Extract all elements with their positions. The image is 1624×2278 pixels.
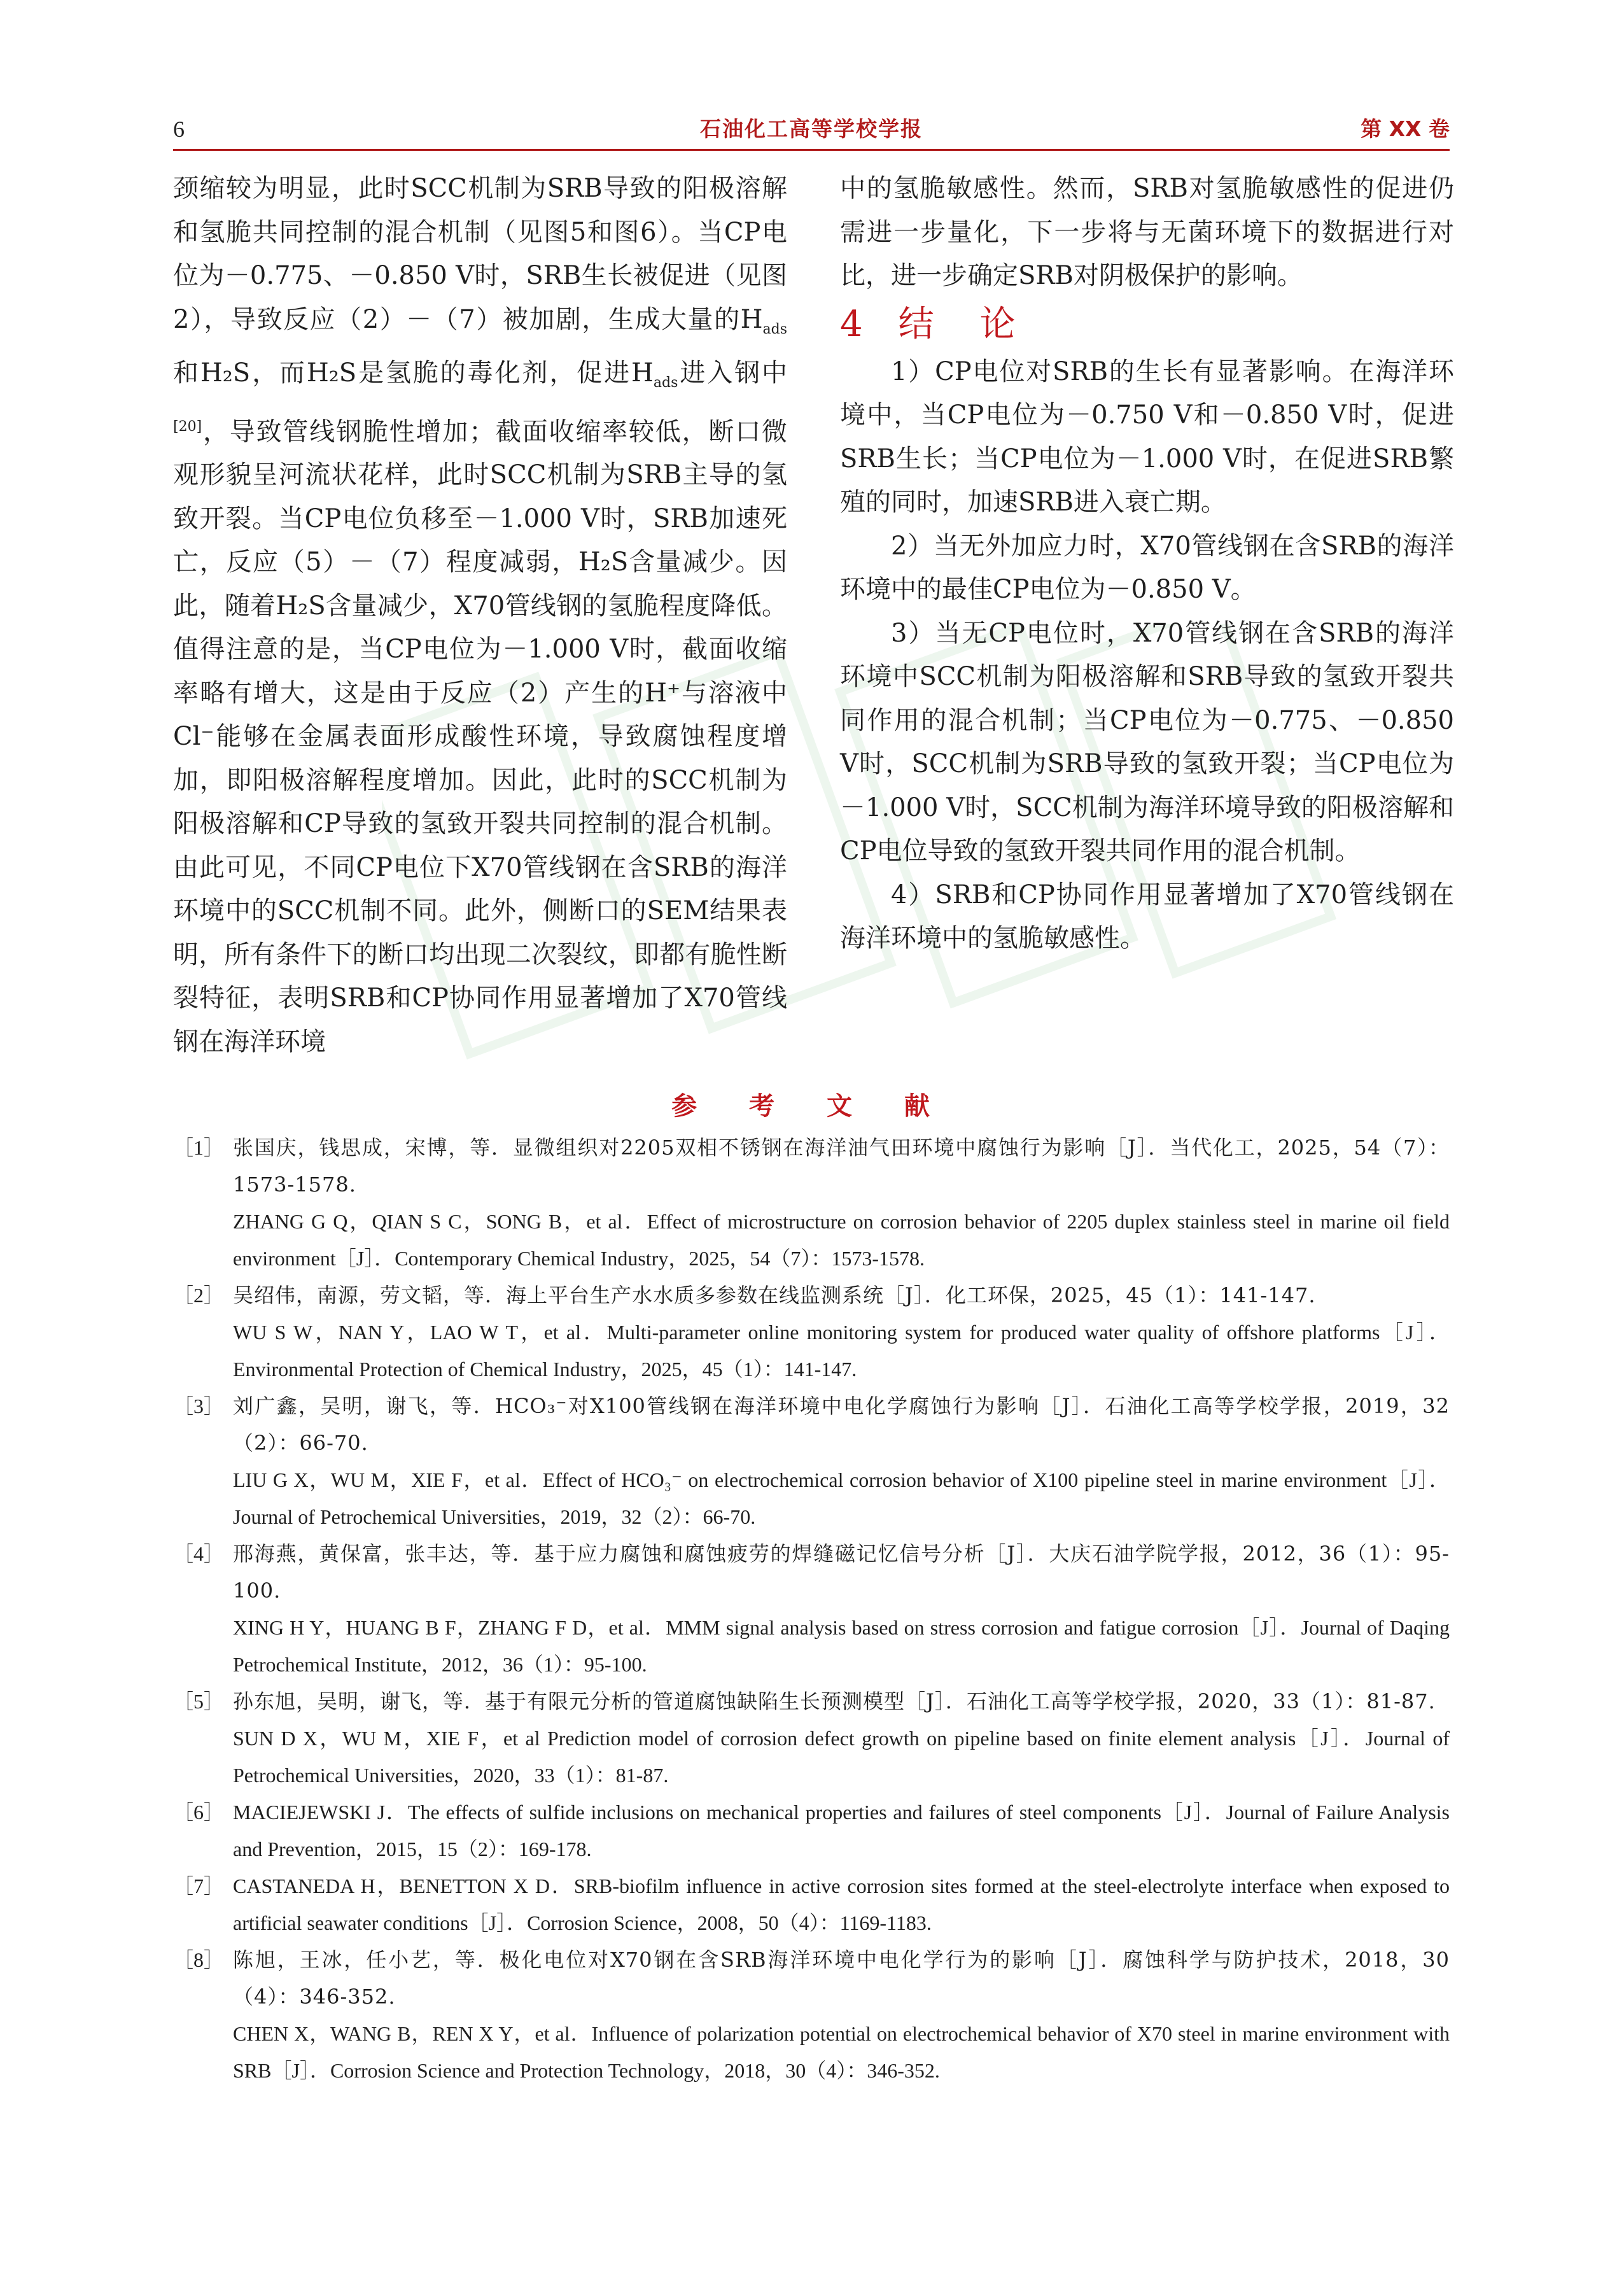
reference-index: ［2］ — [173, 1284, 225, 1307]
reference-item — [173, 1941, 1450, 2089]
reference-item — [173, 1535, 1450, 1683]
text-run: 和H₂S，而H₂S是氢脆的毒化剂，促进H — [173, 358, 654, 388]
conclusion-item: 2）当无外加应力时，X70管线钢在含SRB的海洋环境中的最佳CP电位为－0.850 V。 — [840, 531, 1454, 604]
reference-list — [173, 1129, 1450, 2089]
journal-title: 石油化工高等学校学报 — [700, 116, 923, 141]
references-heading: 参 考 文 献 — [671, 1092, 951, 1121]
text-run: ，导致管线钢脆性增加；截面收缩率较低，断口微观形貌呈河流状花样，此时SCC机制为SRB主导的氢致开裂。当CP电位负移至－1.000 V时，SRB加速死亡，反应（5）－（7）程度减弱，H₂S含量减少。因此，随着H₂S含量减少，X70管线钢的氢脆程度降低。值得注意的是，当CP电位为－1.000 V时，截面收缩率略有增大，这是由于反应（2）产生的H⁺与溶液中Cl⁻能够在金属表面形成酸性环境，导致腐蚀程度增加，即阳极溶解程度增加。因此，此时的SCC机制为阳极溶解和CP导致的氢致开裂共同控制的混合机制。由此可见，不同CP电位下X70管线钢在含SRB的海洋环境中的SCC机制不同。此外，侧断口的SEM结果表明，所有条件下的断口均出现二次裂纹，即都有脆性断裂特征，表明SRB和CP协同作用显著增加了X70管线钢在海洋环境 — [173, 416, 787, 1057]
text-run: 进入钢中 — [678, 358, 787, 388]
conclusion-item: 4）SRB和CP协同作用显著增加了X70管线钢在海洋环境中的氢脆敏感性。 — [840, 880, 1454, 953]
conclusion-item: 1）CP电位对SRB的生长有显著影响。在海洋环境中，当CP电位为－0.750 V和－0.850 V时，促进SRB生长；当CP电位为－1.000 V时，在促进SRB繁殖的同时，加速SRB进入衰亡期。 — [840, 356, 1454, 517]
reference-item — [173, 1867, 1450, 1941]
reference-index: ［5］ — [173, 1690, 225, 1713]
reference-english: XING H Y，HUANG B F，ZHANG F D，et al．MMM signal analysis based on stress corrosion and fatigue corrosion［J］．Journal of Daqing Petrochemical Institute，2012，36（1）：95-100. — [233, 1616, 1450, 1676]
reference-index: ［7］ — [173, 1874, 225, 1897]
page-number: 6 — [173, 116, 185, 142]
conclusion-item: 3）当无CP电位时，X70管线钢在含SRB的海洋环境中SCC机制为阳极溶解和SRB导致的氢致开裂共同作用的混合机制；当CP电位为－0.775、－0.850 V时，SCC机制为SRB导致的氢致开裂；当CP电位为－1.000 V时，SCC机制为海洋环境导致的阳极溶解和CP电位导致的氢致开裂共同作用的混合机制。 — [840, 618, 1454, 866]
reference-chinese: 孙东旭，吴明，谢飞，等．基于有限元分析的管道腐蚀缺陷生长预测模型［J］．石油化工高等学校学报，2020，33（1）：81-87. — [233, 1689, 1436, 1713]
reference-item — [173, 1683, 1450, 1794]
left-column — [173, 167, 787, 1064]
reference-english: SUN D X，WU M，XIE F，et al Prediction model of corrosion defect growth on pipeline based on finite element analysis［J］．Journal of Petrochemical Universities，2020，33（1）：81-87. — [233, 1727, 1450, 1787]
reference-item — [173, 1388, 1450, 1535]
reference-index: ［8］ — [173, 1948, 225, 1971]
reference-english: CHEN X，WANG B，REN X Y，et al．Influence of polarization potential on electrochemical behavior of X70 steel in marine environment with SRB［J］．Corrosion Science and Protection Technology，2018，30（4）：346-352. — [233, 2022, 1450, 2082]
reference-index: ［1］ — [173, 1136, 225, 1159]
reference-index: ［6］ — [173, 1801, 225, 1824]
section-heading — [840, 299, 1454, 350]
section-title: 结 论 — [898, 303, 1021, 345]
header-rule — [173, 149, 1450, 151]
reference-english: CASTANEDA H，BENETTON X D．SRB-biofilm influence in active corrosion sites formed at the steel-electrolyte interface when exposed to artificial seawater conditions［J］．Corrosion Science，2008，50（4）：1169-1183. — [233, 1874, 1450, 1934]
volume-label: 第 XX 卷 — [1361, 116, 1450, 141]
reference-item — [173, 1129, 1450, 1277]
reference-chinese: 吴绍伟，南源，劳文韬，等．海上平台生产水水质多参数在线监测系统［J］．化工环保，2025，45（1）：141-147. — [233, 1283, 1316, 1307]
subscript: ads — [762, 321, 787, 337]
text-run: 颈缩较为明显，此时SCC机制为SRB导致的阳极溶解和氢脆共同控制的混合机制（见图5和图6）。当CP电位为－0.775、－0.850 V时，SRB生长被促进（见图2），导致反应（2）－（7）被加剧，生成大量的H — [173, 174, 787, 334]
reference-item — [173, 1277, 1450, 1388]
citation: [20] — [173, 418, 202, 435]
reference-chinese: 张国庆，钱思成，宋博，等．显微组织对2205双相不锈钢在海洋油气田环境中腐蚀行为影响［J］．当代化工，2025，54（7）：1573-1578. — [233, 1135, 1450, 1197]
reference-index: ［3］ — [173, 1395, 225, 1417]
body-paragraph: 中的氢脆敏感性。然而，SRB对氢脆敏感性的促进仍需进一步量化，下一步将与无菌环境下的数据进行对比，进一步确定SRB对阴极保护的影响。 — [840, 174, 1454, 290]
reference-chinese: 刘广鑫，吴明，谢飞，等．HCO₃⁻对X100管线钢在海洋环境中电化学腐蚀行为影响［J］．石油化工高等学校学报，2019，32（2）：66-70. — [233, 1394, 1450, 1455]
reference-english: ZHANG G Q，QIAN S C，SONG B，et al．Effect of microstructure on corrosion behavior of 2205 duplex stainless steel in marine oil field environment［J］．Contemporary Chemical Industry，2025，54（7）：1573-1578. — [233, 1210, 1450, 1270]
body-paragraph — [173, 167, 787, 1064]
reference-english: MACIEJEWSKI J．The effects of sulfide inclusions on mechanical properties and failures of steel components［J］．Journal of Failure Analysis and Prevention，2015，15（2）：169-178. — [233, 1801, 1450, 1860]
reference-english: LIU G X，WU M，XIE F，et al．Effect of HCO₃⁻ on electrochemical corrosion behavior of X100 pipeline steel in marine environment［J］．Journal of Petrochemical Universities，2019，32（2）：66-70. — [233, 1468, 1450, 1528]
right-column — [840, 167, 1454, 960]
reference-chinese: 邢海燕，黄保富，张丰达，等．基于应力腐蚀和腐蚀疲劳的焊缝磁记忆信号分析［J］．大庆石油学院学报，2012，36（1）：95-100. — [233, 1542, 1450, 1603]
subscript: ads — [653, 375, 678, 391]
reference-index: ［4］ — [173, 1542, 225, 1565]
page-header — [173, 113, 1450, 150]
section-number: 4 — [840, 303, 868, 345]
reference-english: WU S W，NAN Y，LAO W T，et al．Multi-parameter online monitoring system for produced water quality of offshore platforms［J］．Environmental Protection of Chemical Industry，2025，45（1）：141-147. — [233, 1321, 1450, 1381]
reference-chinese: 陈旭，王冰，任小艺，等．极化电位对X70钢在含SRB海洋环境中电化学行为的影响［J］．腐蚀科学与防护技术，2018，30（4）：346-352. — [233, 1948, 1450, 2009]
reference-item — [173, 1794, 1450, 1867]
